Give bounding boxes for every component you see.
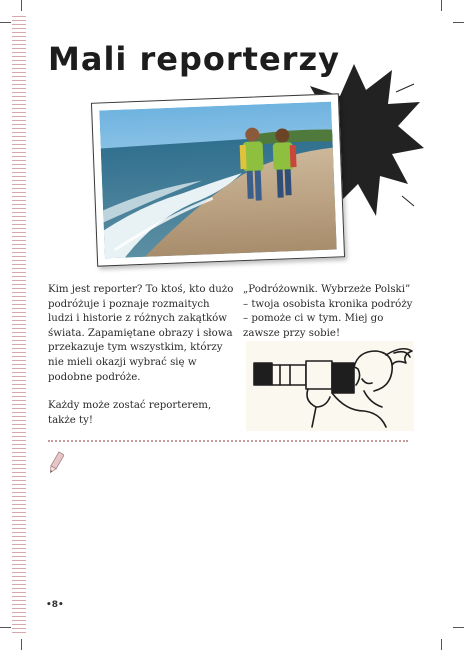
crop-mark <box>0 22 11 23</box>
crop-mark <box>441 0 442 11</box>
crop-mark <box>441 639 442 650</box>
camera-illustration <box>246 341 414 431</box>
page-title: Mali reporterzy <box>48 40 340 78</box>
paragraph: Kim jest reporter? To ktoś, kto dużo podróżuje i poznaje rozmaitych ludzi i historie z różnych zakątków świata. Zapamiętane obrazy i słowa przekazuje tym wszystkim, którzy nie mieli okazji wybrać się w podobne podróże. <box>48 284 234 383</box>
beach-photo-image <box>99 102 337 259</box>
crop-mark <box>0 627 11 628</box>
section-divider <box>48 440 408 442</box>
paragraph: „Podróżownik. Wybrzeże Polski” – twoja osobista kronika podróży – pomoże ci w tym. Miej go zawsze przy sobie! <box>243 284 413 339</box>
intro-text-left <box>48 283 236 442</box>
crop-mark <box>453 22 464 23</box>
pencil-icon <box>48 451 64 475</box>
beach-photo <box>91 93 345 266</box>
crop-mark <box>21 639 22 650</box>
decorative-stripe-band <box>12 16 26 634</box>
crop-mark <box>453 627 464 628</box>
crop-mark <box>21 0 22 11</box>
page-number: •8• <box>46 600 64 610</box>
paragraph: Każdy może zostać reporterem, także ty! <box>48 400 212 426</box>
